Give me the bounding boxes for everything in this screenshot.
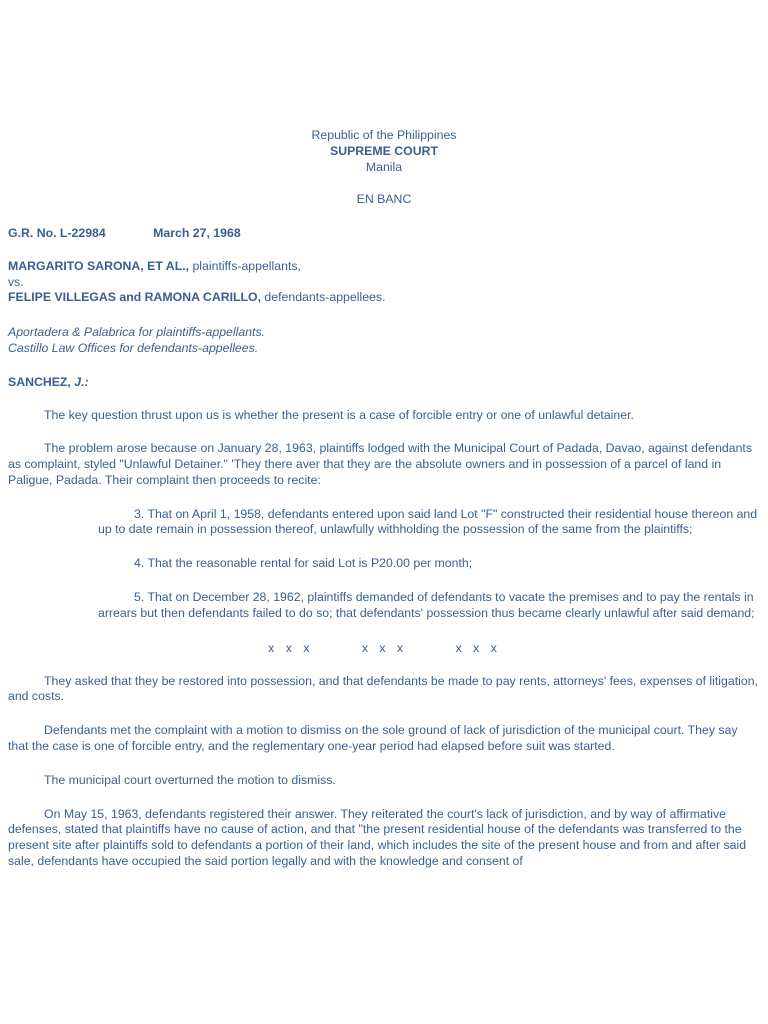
defendants-role: defendants-appellees. (264, 290, 386, 304)
paragraph-5: The municipal court overturned the motion to dismiss. (44, 772, 336, 787)
court-city: Manila (365, 160, 403, 174)
plaintiffs-names: MARGARITO SARONA, ET AL., (8, 259, 190, 273)
defendants-names: FELIPE VILLEGAS and RAMONA CARILLO, (8, 290, 261, 304)
ponente-title: J.: (74, 374, 89, 389)
paragraph-6: On May 15, 1963, defendants registered their answer. They reiterated the court's lack of jurisdiction, and by way of affirmative defenses, stated that plaintiffs have no cause of action, and that "the present residential house of the defendants was transferred to the present site after plaintiffs sold to defendants a portion of their land, which includes the site of the present house and from and after said sale, defendants have occupied the said portion legally and with the knowledge and consent of (8, 806, 747, 869)
defendants-counsel: Castillo Law Offices for defendants-appellees. (8, 340, 259, 355)
defendants-line (8, 290, 760, 306)
omission-mark: x x x (455, 640, 500, 655)
quote-item-4: 4. That the reasonable rental for said Lot is P20.00 per month; (134, 556, 473, 571)
decision-document (8, 127, 760, 870)
paragraph-1: The key question thrust upon us is whether the present is a case of forcible entry or one of unlawful detainer. (44, 407, 634, 422)
ponente (8, 374, 760, 390)
quote-item-3: 3. That on April 1, 1958, defendants entered upon said land Lot "F" constructed their residential house thereon and up to date remain in possession thereof, unlawfully withholding the possession of the same from the plaintiffs; (98, 506, 758, 537)
paragraph-3: They asked that they be restored into possession, and that defendants be made to pay rents, attorneys' fees, expenses of litigation, and costs. (8, 673, 758, 704)
court-name: SUPREME COURT (330, 144, 438, 158)
paragraph-2: The problem arose because on January 28, 1963, plaintiffs lodged with the Municipal Court of Padada, Davao, against defendants as complaint, styled "Unlawful Detainer." 'They there aver that they are the absolute owners and in possession of a parcel of land in Paligue, Padada. Their complaint then proceeds to recite: (8, 441, 752, 487)
decision-date: March 27, 1968 (153, 226, 241, 240)
omission-mark: x x x (361, 640, 407, 655)
complaint-quote (98, 507, 760, 622)
omission-mark: x x x (268, 640, 313, 655)
case-number-line (8, 225, 760, 241)
plaintiffs-counsel: Aportadera & Palabrica for plaintiffs-appellants. (8, 324, 266, 339)
omission-marks (8, 640, 760, 656)
paragraph-4: Defendants met the complaint with a motion to dismiss on the sole ground of lack of jurisdiction of the municipal court. They say that the case is one of forcible entry, and the reglementary one-year period had elapsed before suit was started. (8, 723, 738, 754)
plaintiffs-role: plaintiffs-appellants, (192, 259, 301, 273)
ponente-name: SANCHEZ, (8, 374, 71, 389)
republic-line: Republic of the Philippines (311, 128, 457, 142)
gr-number: G.R. No. L-22984 (8, 226, 106, 240)
document-header (8, 127, 760, 175)
counsel-block (8, 324, 760, 356)
division-label: EN BANC (356, 192, 412, 206)
versus: vs. (8, 274, 24, 289)
plaintiffs-line (8, 259, 760, 275)
quote-item-5: 5. That on December 28, 1962, plaintiffs demanded of defendants to vacate the premises and to pay the rentals in arrears but then defendants failed to do so; that defendants' possession thus became clearly unlawful after said demand; (98, 590, 755, 620)
case-parties (8, 259, 760, 306)
